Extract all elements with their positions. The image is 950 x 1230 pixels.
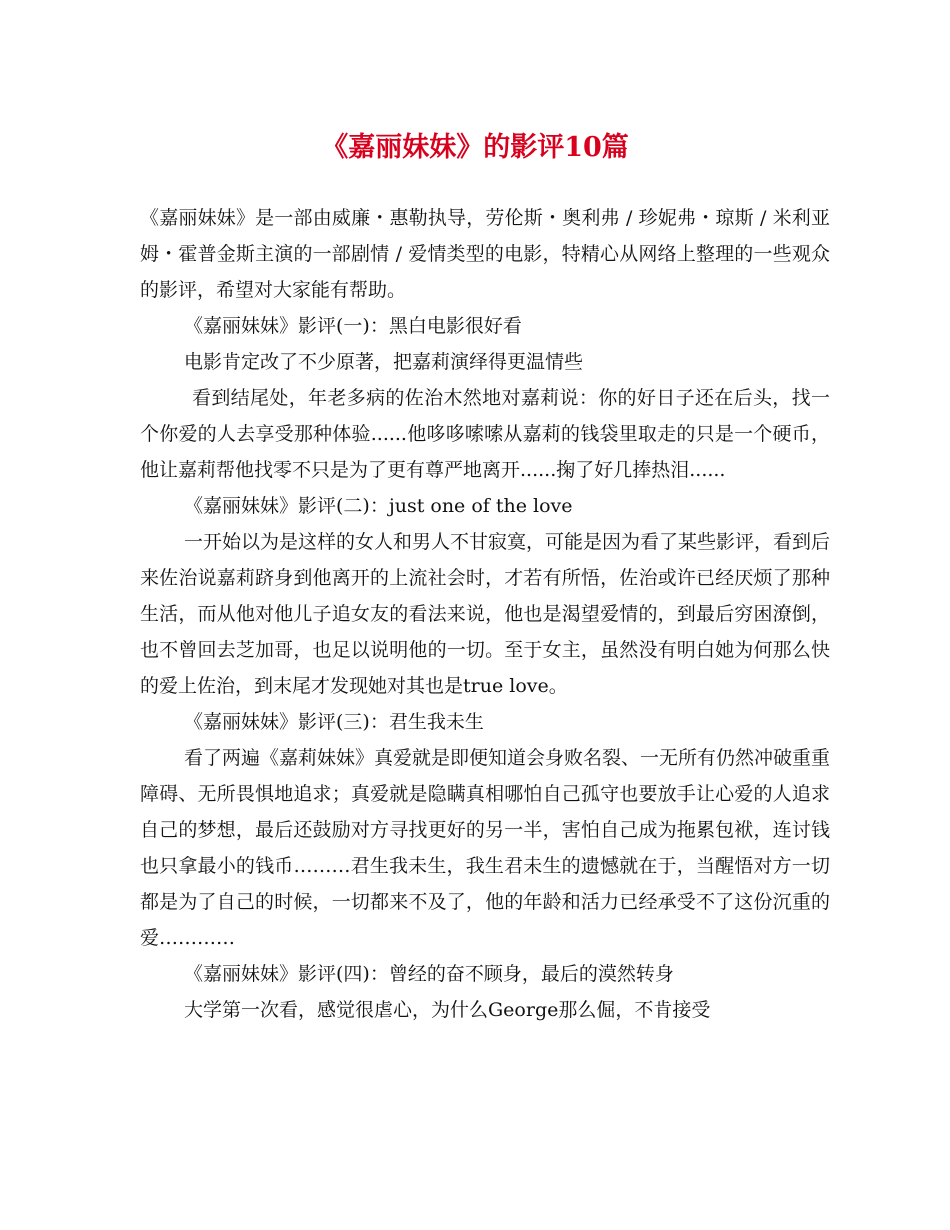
review-2-heading: 《嘉丽妹妹》影评(二)：just one of the love	[184, 495, 573, 517]
review-2-paragraph: 一开始以为是这样的女人和男人不甘寂寞，可能是因为看了某些影评，看到后来佐治说嘉莉跻身到他离开的上流社会时，才若有所悟，佐治或许已经厌烦了那种生活，而从他对他儿子追女友的看法来说，他也是渴望爱情的，到最后穷困潦倒，也不曾回去芝加哥，也足以说明他的一切。至于女主，虽然没有明白她为何那么快的爱上佐治，到末尾才发现她对其也是true love。	[140, 531, 831, 697]
document-body	[140, 200, 830, 1028]
document-title: 《嘉丽妹妹》的影评10篇	[321, 132, 629, 163]
intro-paragraph: 《嘉丽妹妹》是一部由威廉・惠勒执导，劳伦斯・奥利弗 / 珍妮弗・琼斯 / 米利亚姆・霍普金斯主演的一部剧情 / 爱情类型的电影，特精心从网络上整理的一些观众的影评，希望对大家能有帮助。	[140, 207, 830, 301]
review-3-paragraph: 看了两遍《嘉莉妹妹》真爱就是即便知道会身败名裂、一无所有仍然冲破重重障碍、无所畏惧地追求；真爱就是隐瞒真相哪怕自己孤守也要放手让心爱的人追求自己的梦想，最后还鼓励对方寻找更好的另一半，害怕自己成为拖累包袱，连讨钱也只拿最小的钱币………君生我未生，我生君未生的遗憾就在于，当醒悟对方一切都是为了自己的时候，一切都来不及了，他的年龄和活力已经承受不了这份沉重的爱…………	[140, 747, 831, 949]
review-4-heading: 《嘉丽妹妹》影评(四)：曾经的奋不顾身，最后的漠然转身	[184, 963, 674, 985]
review-3-heading: 《嘉丽妹妹》影评(三)：君生我未生	[184, 711, 484, 733]
review-1-heading: 《嘉丽妹妹》影评(一)：黑白电影很好看	[184, 315, 522, 337]
review-1-paragraph-1: 电影肯定改了不少原著，把嘉莉演绎得更温情些	[184, 351, 584, 373]
review-4-paragraph: 大学第一次看，感觉很虐心，为什么George那么倔，不肯接受	[184, 999, 711, 1021]
review-1-paragraph-2: 看到结尾处，年老多病的佐治木然地对嘉莉说：你的好日子还在后头，找一个你爱的人去享受那种体验......他哆哆嗦嗦从嘉莉的钱袋里取走的只是一个硬币，他让嘉莉帮他找零不只是为了更有尊严地离开......掬了好几捧热泪......	[140, 387, 830, 481]
